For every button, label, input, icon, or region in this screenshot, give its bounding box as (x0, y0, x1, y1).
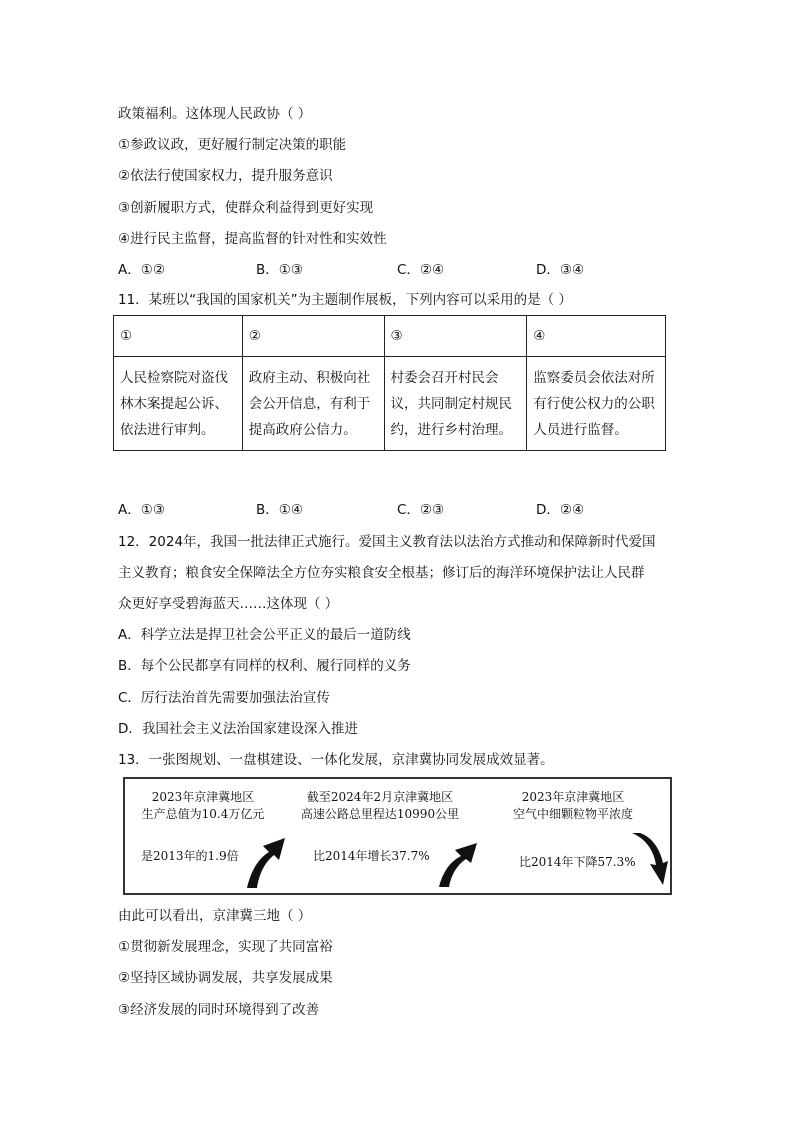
q11-header-3: ③ (384, 316, 527, 357)
q11-cell-2: 政府主动、积极向社会公开信息，有利于提高政府公信力。 (242, 357, 384, 451)
q10-option-b[interactable]: B．①③ (256, 262, 303, 278)
q11-cell-4: 监察委员会依法对所有行使公权力的公职人员进行监督。 (527, 357, 666, 451)
up-arrow-icon (437, 839, 479, 889)
q10-option-d[interactable]: D．③④ (536, 262, 585, 278)
q10-stem: 政策福利。这体现人民政协（ ） (118, 106, 312, 122)
down-arrow-icon (630, 831, 670, 887)
up-arrow-icon (245, 834, 287, 890)
figure-3-title-line-1: 2023年京津冀地区 (521, 790, 625, 804)
figure-2-title-line-1: 截至2024年2月京津冀地区 (306, 790, 454, 804)
q10-item-3: ③创新履职方式，使群众利益得到更好实现 (118, 200, 374, 216)
q10-item-1: ①参政议政，更好履行制定决策的职能 (118, 137, 347, 153)
q10-item-2: ②依法行使国家权力，提升服务意识 (118, 168, 333, 184)
q12-option-c[interactable]: C．厉行法治首先需要加强法治宣传 (118, 690, 330, 706)
q12-stem-line-2: 主义教育；粮食安全保障法全方位夯实粮食安全根基；修订后的海洋环境保护法让人民群 (118, 565, 645, 581)
figure-3-title (493, 789, 653, 823)
q13-after: 由此可以看出，京津冀三地（ ） (118, 908, 312, 924)
figure-2-title (290, 789, 470, 823)
q10-item-4: ④进行民主监督，提高监督的针对性和实效性 (118, 231, 387, 247)
figure-1-title-line-1: 2023年京津冀地区 (151, 790, 255, 804)
q12-stem-line-1: 12．2024年，我国一批法律正式施行。爱国主义教育法以法治方式推动和保障新时代爱国 (118, 534, 656, 550)
q12-option-a[interactable]: A．科学立法是捍卫社会公平正义的最后一道防线 (118, 627, 411, 643)
figure-2-title-line-2: 高速公路总里程达10990公里 (300, 807, 460, 821)
q13-item-3: ③经济发展的同时环境得到了改善 (118, 1002, 320, 1018)
q11-option-d[interactable]: D．②④ (536, 502, 585, 518)
q11-cell-3: 村委会召开村民会议，共同制定村规民约，进行乡村治理。 (384, 357, 527, 451)
q11-option-a[interactable]: A．①③ (118, 502, 165, 518)
q11-header-2: ② (242, 316, 384, 357)
figure-1-title-line-2: 生产总值为10.4万亿元 (141, 807, 265, 821)
figure-1-title (133, 789, 273, 823)
q11-option-b[interactable]: B．①④ (256, 502, 303, 518)
q13-item-2: ②坚持区域协调发展，共享发展成果 (118, 970, 333, 986)
figure-1-value: 是2013年的1.9倍 (141, 849, 239, 863)
q12-option-b[interactable]: B．每个公民都享有同样的权利、履行同样的义务 (118, 658, 411, 674)
q12-stem-line-3: 众更好享受碧海蓝天……这体现（ ） (118, 596, 339, 612)
figure-3-value: 比2014年下降57.3% (519, 855, 636, 869)
q13-stem: 13．一张图规划、一盘棋建设、一体化发展，京津冀协同发展成效显著。 (118, 752, 554, 768)
q11-stem: 11．某班以“我国的国家机关”为主题制作展板，下列内容可以采用的是（ ） (118, 292, 572, 308)
figure-3-title-line-2: 空气中细颗粒物平浓度 (512, 807, 633, 821)
q11-option-c[interactable]: C．②③ (397, 502, 445, 518)
q13-figure (123, 777, 672, 895)
q13-item-1: ①贯彻新发展理念，实现了共同富裕 (118, 939, 333, 955)
figure-2-value: 比2014年增长37.7% (313, 849, 430, 863)
q11-cell-1: 人民检察院对盗伐林木案提起公诉、依法进行审判。 (114, 357, 243, 451)
q10-option-c[interactable]: C．②④ (397, 262, 445, 278)
q11-table (113, 315, 666, 451)
q10-option-a[interactable]: A．①② (118, 262, 165, 278)
q11-header-4: ④ (527, 316, 666, 357)
q11-header-1: ① (114, 316, 243, 357)
q12-option-d[interactable]: D．我国社会主义法治国家建设深入推进 (118, 721, 358, 737)
